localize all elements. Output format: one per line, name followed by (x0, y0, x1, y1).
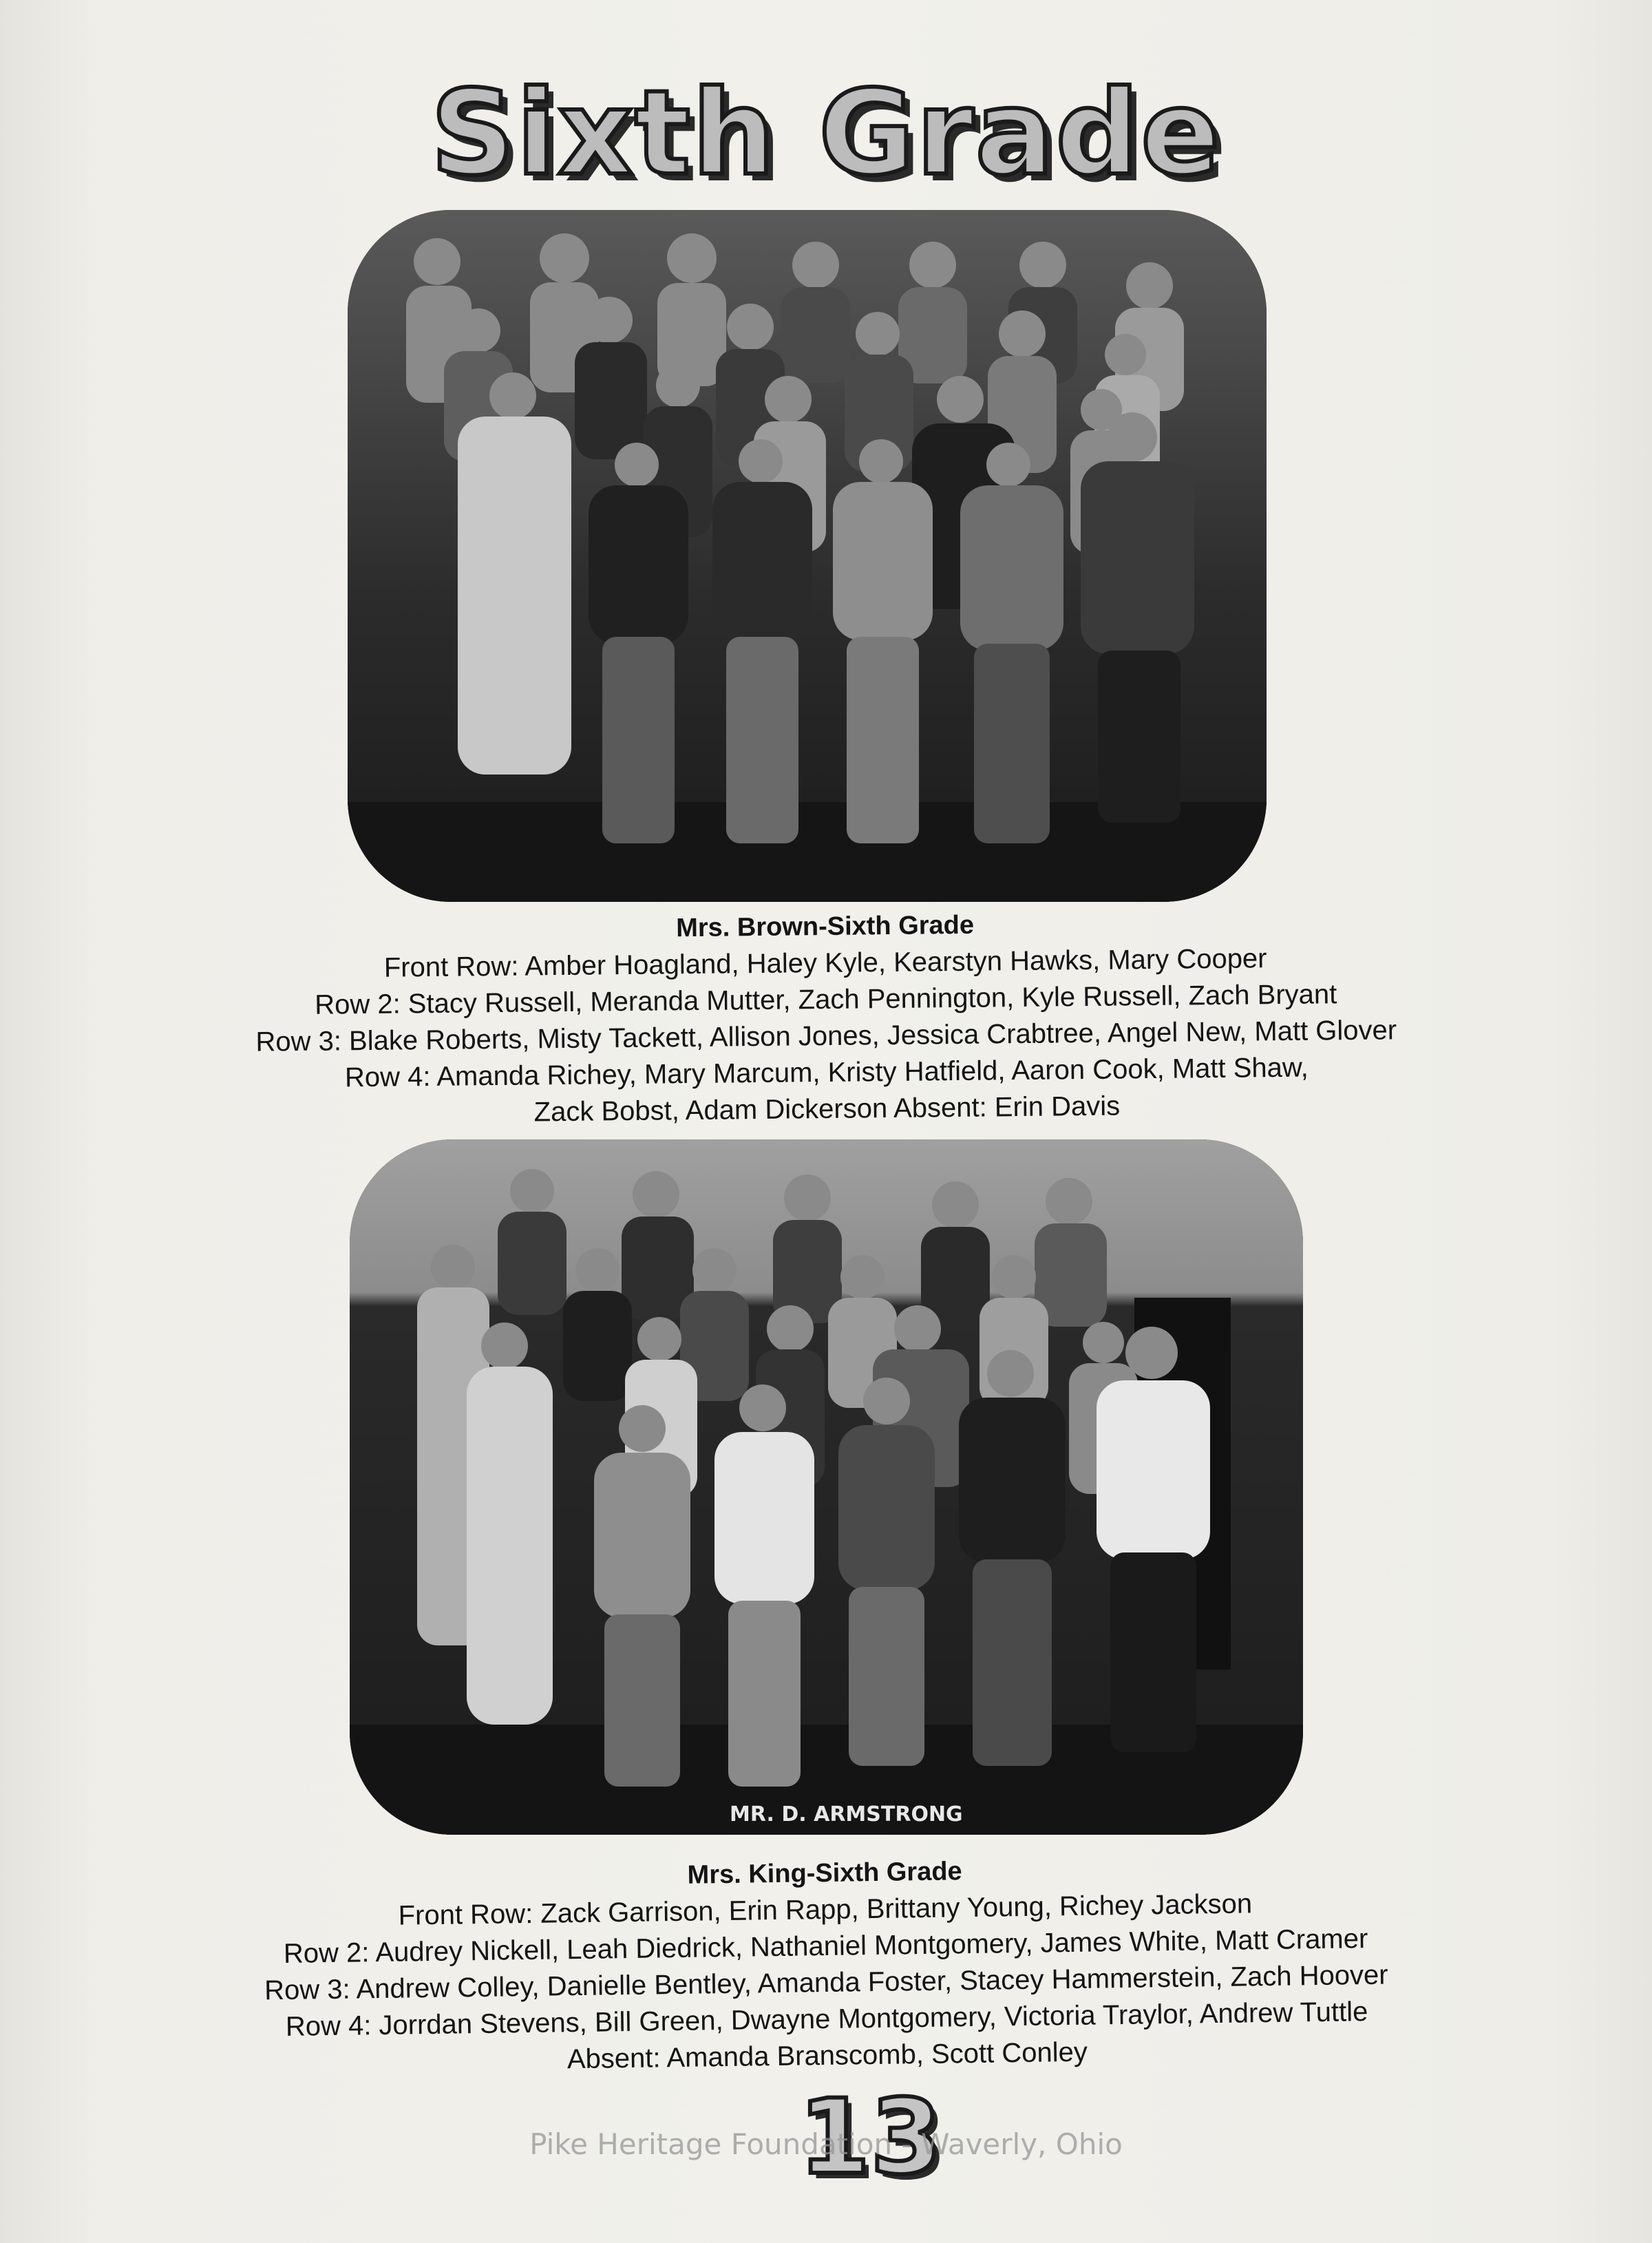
class-photo-brown (348, 210, 1267, 902)
caption-line: Row 3: Blake Roberts, Misty Tackett, Allison Jones, Jessica Crabtree, Angel New, Matt Glover (255, 1015, 1397, 1057)
caption-line: Zack Bobst, Adam Dickerson Absent: Erin Davis (533, 1091, 1121, 1128)
class-photo-king-image (350, 1139, 1303, 1835)
caption-line: Row 4: Jorrdan Stevens, Bill Green, Dwayne Montgomery, Victoria Traylor, Andrew Tuttle (285, 1997, 1368, 2042)
caption-heading: Mrs. King-Sixth Grade (687, 1857, 962, 1890)
caption-king (0, 1844, 1652, 2085)
page-title: Sixth Grade (430, 65, 1222, 202)
caption-heading: Mrs. Brown-Sixth Grade (675, 910, 975, 943)
caption-line: Front Row: Amber Hoagland, Haley Kyle, Kearstyn Hawks, Mary Cooper (383, 943, 1267, 983)
caption-line: Absent: Amanda Branscomb, Scott Conley (566, 2036, 1088, 2075)
class-photo-king (350, 1139, 1303, 1835)
page-number: 13 (798, 2078, 942, 2198)
caption-line: Front Row: Zack Garrison, Erin Rapp, Brittany Young, Richey Jackson (398, 1888, 1253, 1931)
caption-line: Row 2: Stacy Russell, Meranda Mutter, Zach Pennington, Kyle Russell, Zach Bryant (314, 979, 1337, 1020)
photographer-stamp: MR. D. ARMSTRONG (730, 1802, 963, 1826)
caption-line: Row 3: Andrew Colley, Danielle Bentley, Amanda Foster, Stacey Hammerstein, Zach Hoover (264, 1959, 1388, 2006)
caption-line: Row 2: Audrey Nickell, Leah Diedrick, Nathaniel Montgomery, James White, Matt Cramer (283, 1924, 1368, 1969)
caption-line: Row 4: Amanda Richey, Mary Marcum, Kristy Hatfield, Aaron Cook, Matt Shaw, (344, 1052, 1309, 1093)
class-photo-brown-image (348, 210, 1267, 902)
watermark: Pike Heritage Foundation - Waverly, Ohio (529, 2127, 1123, 2161)
caption-brown (0, 900, 1652, 1136)
